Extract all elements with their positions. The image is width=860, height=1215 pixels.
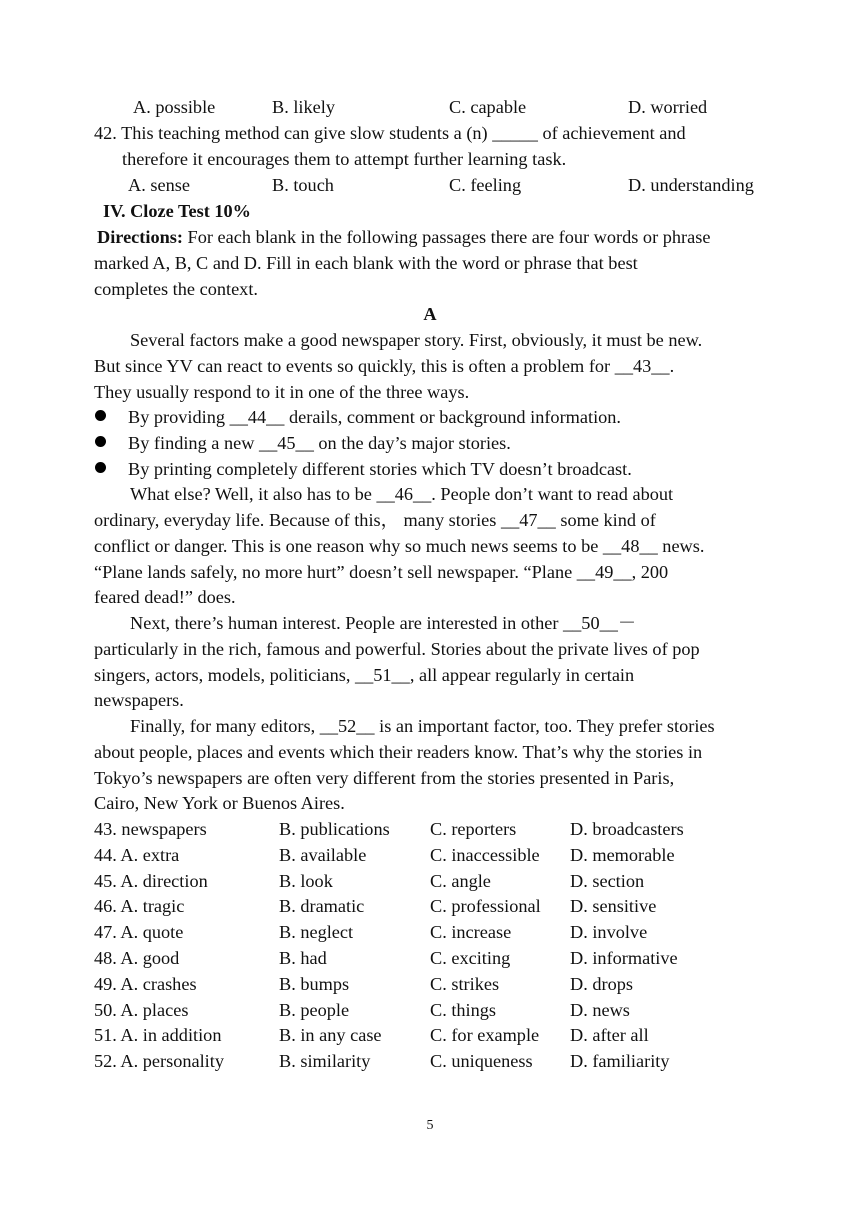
question-option: B. similarity [279,1051,371,1071]
question-option: C. uniqueness [430,1051,533,1071]
passage-line: feared dead!” does. [94,587,236,607]
bullet-icon [95,410,106,421]
q41-option-c: C. capable [449,97,527,117]
passage-line: newspapers. [94,690,184,710]
bullet-item: By finding a new __45__ on the day’s major stories. [128,433,511,453]
question-option: B. people [279,1000,350,1020]
question-option: C. reporters [430,819,517,839]
question-option: D. familiarity [570,1051,670,1071]
bullet-item: By printing completely different stories which TV doesn’t broadcast. [128,459,632,479]
question-option: C. angle [430,871,491,891]
question-stem-option: 49. A. crashes [94,974,197,994]
q42-option-a: A. sense [128,175,190,195]
question-option: B. had [279,948,327,968]
directions-text: For each blank in the following passages there are four words or phrase [182,227,711,247]
passage-line: What else? Well, it also has to be __46__. People don’t want to read about [130,484,674,504]
question-option: B. neglect [279,922,354,942]
question-option: D. section [570,871,645,891]
question-option: D. broadcasters [570,819,684,839]
passage-line: Cairo, New York or Buenos Aires. [94,793,345,813]
q41-option-d: D. worried [628,97,708,117]
passage-line: Tokyo’s newspapers are often very different from the stories presented in Paris, [94,768,675,788]
passage-line: ordinary, everyday life. Because of this， many stories __47__ some kind of [94,510,656,530]
question-option: B. bumps [279,974,350,994]
passage-line: They usually respond to it in one of the three ways. [94,382,470,402]
question-stem-option: 47. A. quote [94,922,184,942]
passage-line: singers, actors, models, politicians, __51__, all appear regularly in certain [94,665,635,685]
question-option: D. sensitive [570,896,657,916]
directions-label: Directions: [97,227,183,247]
question-option: B. dramatic [279,896,365,916]
question-option: B. in any case [279,1025,382,1045]
directions-line1 [97,226,710,248]
directions-line2: marked A, B, C and D. Fill in each blank with the word or phrase that best [94,253,638,273]
passage-line: Next, there’s human interest. People are interested in other __50__－ [130,613,637,633]
question-stem-option: 48. A. good [94,948,180,968]
question-option: C. for example [430,1025,540,1045]
question-option: C. exciting [430,948,511,968]
question-option: C. professional [430,896,541,916]
question-option: C. increase [430,922,512,942]
q42-option-b: B. touch [272,175,334,195]
question-stem-option: 51. A. in addition [94,1025,222,1045]
q42-stem-line2: therefore it encourages them to attempt further learning task. [122,149,567,169]
q41-option-b: B. likely [272,97,335,117]
q42-option-c: C. feeling [449,175,522,195]
q42-option-d: D. understanding [628,175,754,195]
question-stem-option: 45. A. direction [94,871,208,891]
question-stem-option: 46. A. tragic [94,896,185,916]
question-option: C. strikes [430,974,500,994]
question-stem-option: 44. A. extra [94,845,180,865]
directions-line3: completes the context. [94,279,258,299]
bullet-item: By providing __44__ derails, comment or background information. [128,407,621,427]
question-option: C. things [430,1000,497,1020]
question-option: B. look [279,871,333,891]
page-number: 5 [426,1118,434,1133]
passage-line: Finally, for many editors, __52__ is an important factor, too. They prefer stories [130,716,715,736]
question-option: B. publications [279,819,390,839]
section-heading: IV. Cloze Test 10% [103,201,251,221]
question-option: D. after all [570,1025,649,1045]
q41-option-a: A. possible [133,97,216,117]
question-stem-option: 43. newspapers [94,819,207,839]
passage-line: particularly in the rich, famous and powerful. Stories about the private lives of pop [94,639,700,659]
q42-stem-line1: 42. This teaching method can give slow students a (n) _____ of achievement and [94,123,686,143]
question-option: B. available [279,845,367,865]
question-stem-option: 50. A. places [94,1000,189,1020]
question-option: D. news [570,1000,630,1020]
passage-title: A [423,304,437,324]
passage-line: about people, places and events which their readers know. That’s why the stories in [94,742,703,762]
question-option: D. involve [570,922,648,942]
question-option: D. drops [570,974,633,994]
bullet-icon [95,462,106,473]
question-option: D. informative [570,948,678,968]
bullet-icon [95,436,106,447]
passage-line: conflict or danger. This is one reason why so much news seems to be __48__ news. [94,536,705,556]
passage-line: Several factors make a good newspaper story. First, obviously, it must be new. [130,330,703,350]
passage-line: “Plane lands safely, no more hurt” doesn’t sell newspaper. “Plane __49__, 200 [94,562,669,582]
question-stem-option: 52. A. personality [94,1051,224,1071]
question-option: D. memorable [570,845,675,865]
question-option: C. inaccessible [430,845,540,865]
passage-line: But since YV can react to events so quickly, this is often a problem for __43__. [94,356,675,376]
